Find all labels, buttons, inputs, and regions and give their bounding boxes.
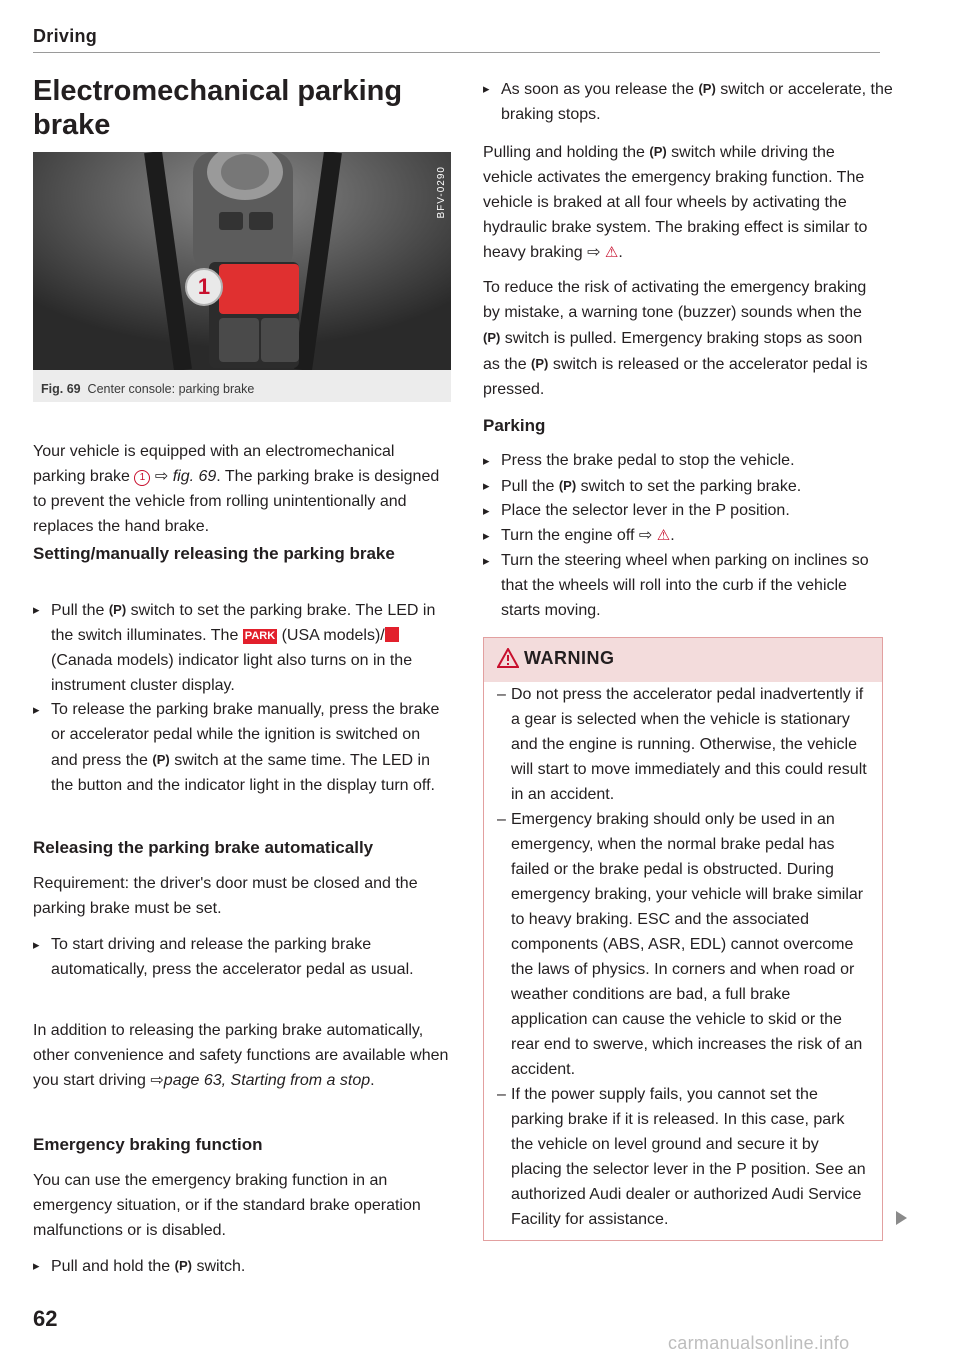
warning-item: – Emergency braking should only be used in an emergency, when the normal brake pedal has failed or the brake pedal is obstructed. During emergency braking, your vehicle will brake similar to heavy braking. ESC and the associated components (ABS, ASR, EDL) cannot overcome the laws of physics. In corners and when road or weather conditions are bad, a full brake application can cause the vehicle to skid or the rear end to swerve, which increases the risk of an accident. <box>497 807 871 1082</box>
requirement-text: Requirement: the driver's door must be closed and the parking brake must be set. <box>33 875 418 917</box>
warning-header <box>484 638 882 682</box>
figure-label: Fig. 69 <box>41 382 81 396</box>
section-header: Driving <box>33 26 98 46</box>
heading-parking: Parking <box>483 416 546 435</box>
warning-title: WARNING <box>524 648 615 668</box>
continue-arrow-icon <box>896 1211 907 1225</box>
heading-setting: Setting/manually releasing the parking brake <box>33 544 395 563</box>
parking-brake-photo <box>33 152 451 370</box>
list-item: ▸ Pull and hold the (P) switch. <box>33 1253 451 1279</box>
watermark: carmanualsonline.info <box>668 1333 850 1353</box>
parking-brake-switch-icon: (P) <box>174 1258 192 1273</box>
figure-caption <box>41 382 254 396</box>
figure-link[interactable]: fig. 69 <box>172 468 217 485</box>
heading-auto: Releasing the parking brake automatically <box>33 838 374 857</box>
parking-brake-switch-icon: (P) <box>152 752 170 767</box>
parking-brake-switch-icon: (P) <box>698 81 716 96</box>
parking-brake-switch-icon: (P) <box>558 478 577 493</box>
emergency-paragraph: You can use the emergency braking function in an emergency situation, or if the standard brake operation malfunctions or is disabled. <box>33 1172 421 1239</box>
auto-paragraph: In addition to releasing the parking brake automatically, other convenience and safety functions are available when you start driving ⇨page 63, Starting from a stop. <box>33 1022 449 1089</box>
figure-69 <box>33 152 451 402</box>
warning-item: – Do not press the accelerator pedal inadvertently if a gear is selected when the vehicle is stationary and the engine is running. Otherwise, the vehicle will start to move immediately and this could result in an accident. <box>497 682 871 807</box>
list-item: ▸ Turn the steering wheel when parking on inclines so that the wheels will roll into the curb if the vehicle starts moving. <box>483 548 881 623</box>
canada-indicator-icon <box>385 627 399 642</box>
page-link[interactable]: page 63, Starting from a stop <box>163 1072 371 1089</box>
list-item: ▸ Place the selector lever in the P position. <box>483 498 881 523</box>
list-item: ▸ To start driving and release the parking brake automatically, press the accelerator pedal as usual. <box>33 932 451 982</box>
list-item: ▸ Press the brake pedal to stop the vehicle. <box>483 448 881 473</box>
intro-paragraph: Your vehicle is equipped with an electromechanical parking brake 1 ⇨ fig. 69. The parking brake is designed to prevent the vehicle from rolling unintentionally and replaces the hand brake. <box>33 443 440 535</box>
heading-emergency: Emergency braking function <box>33 1135 263 1154</box>
emergency-paragraph-3: To reduce the risk of activating the emergency braking by mistake, a warning tone (buzzer) sounds when the (P) switch is pulled. Emergency braking stops as soon as the (P) switch is released or the accelerator pedal is pressed. <box>483 279 868 398</box>
warning-box <box>483 637 883 1241</box>
parking-brake-switch-icon: (P) <box>108 602 127 617</box>
callout-ref: 1 <box>134 470 150 486</box>
list-item: ▸ To release the parking brake manually, press the brake or accelerator pedal while the ignition is switched on and press the (P) switch at the same time. The LED in the button and the indicator light in the display turn off. <box>33 697 451 798</box>
figure-caption-text: Center console: parking brake <box>87 382 255 396</box>
page-number: 62 <box>33 1306 58 1331</box>
parking-brake-switch-icon: (P) <box>531 356 549 371</box>
list-item: ▸ Pull the (P) switch to set the parking brake. The LED in the switch illuminates. The PARK (USA models)/ (Canada models) indicator light also turns on in the instrument cluster display. <box>33 597 451 698</box>
warning-item: – If the power supply fails, you cannot set the parking brake if it is released. In this case, park the vehicle on level ground and secure it by placing the selector lever in the P position. See an authorized Audi dealer or authorized Audi Service Facility for assistance. <box>497 1082 871 1232</box>
page-title: Electromechanical parking brake <box>33 75 403 141</box>
list-item: ▸ Turn the engine off ⇨ ⚠. <box>483 523 881 548</box>
header-divider <box>33 52 880 53</box>
parking-brake-switch-icon: (P) <box>483 330 501 345</box>
warning-ref-icon: ⚠ <box>656 527 671 544</box>
figure-code: BFV-0290 <box>436 166 447 219</box>
parking-brake-switch-icon: (P) <box>649 144 667 159</box>
warning-icon <box>497 648 519 668</box>
emergency-paragraph-2: Pulling and holding the (P) switch while driving the vehicle activates the emergency braking function. The vehicle is braked at all four wheels by activating the hydraulic brake system. The braking effect is similar to heavy braking ⇨ ⚠. <box>483 139 883 265</box>
list-item: ▸ Pull the (P) switch to set the parking brake. <box>483 473 881 499</box>
list-item: ▸ As soon as you release the (P) switch or accelerate, the braking stops. <box>483 76 901 127</box>
warning-ref-icon: ⚠ <box>604 244 619 261</box>
callout-1: 1 <box>185 268 223 306</box>
park-indicator-icon: PARK <box>244 630 276 642</box>
